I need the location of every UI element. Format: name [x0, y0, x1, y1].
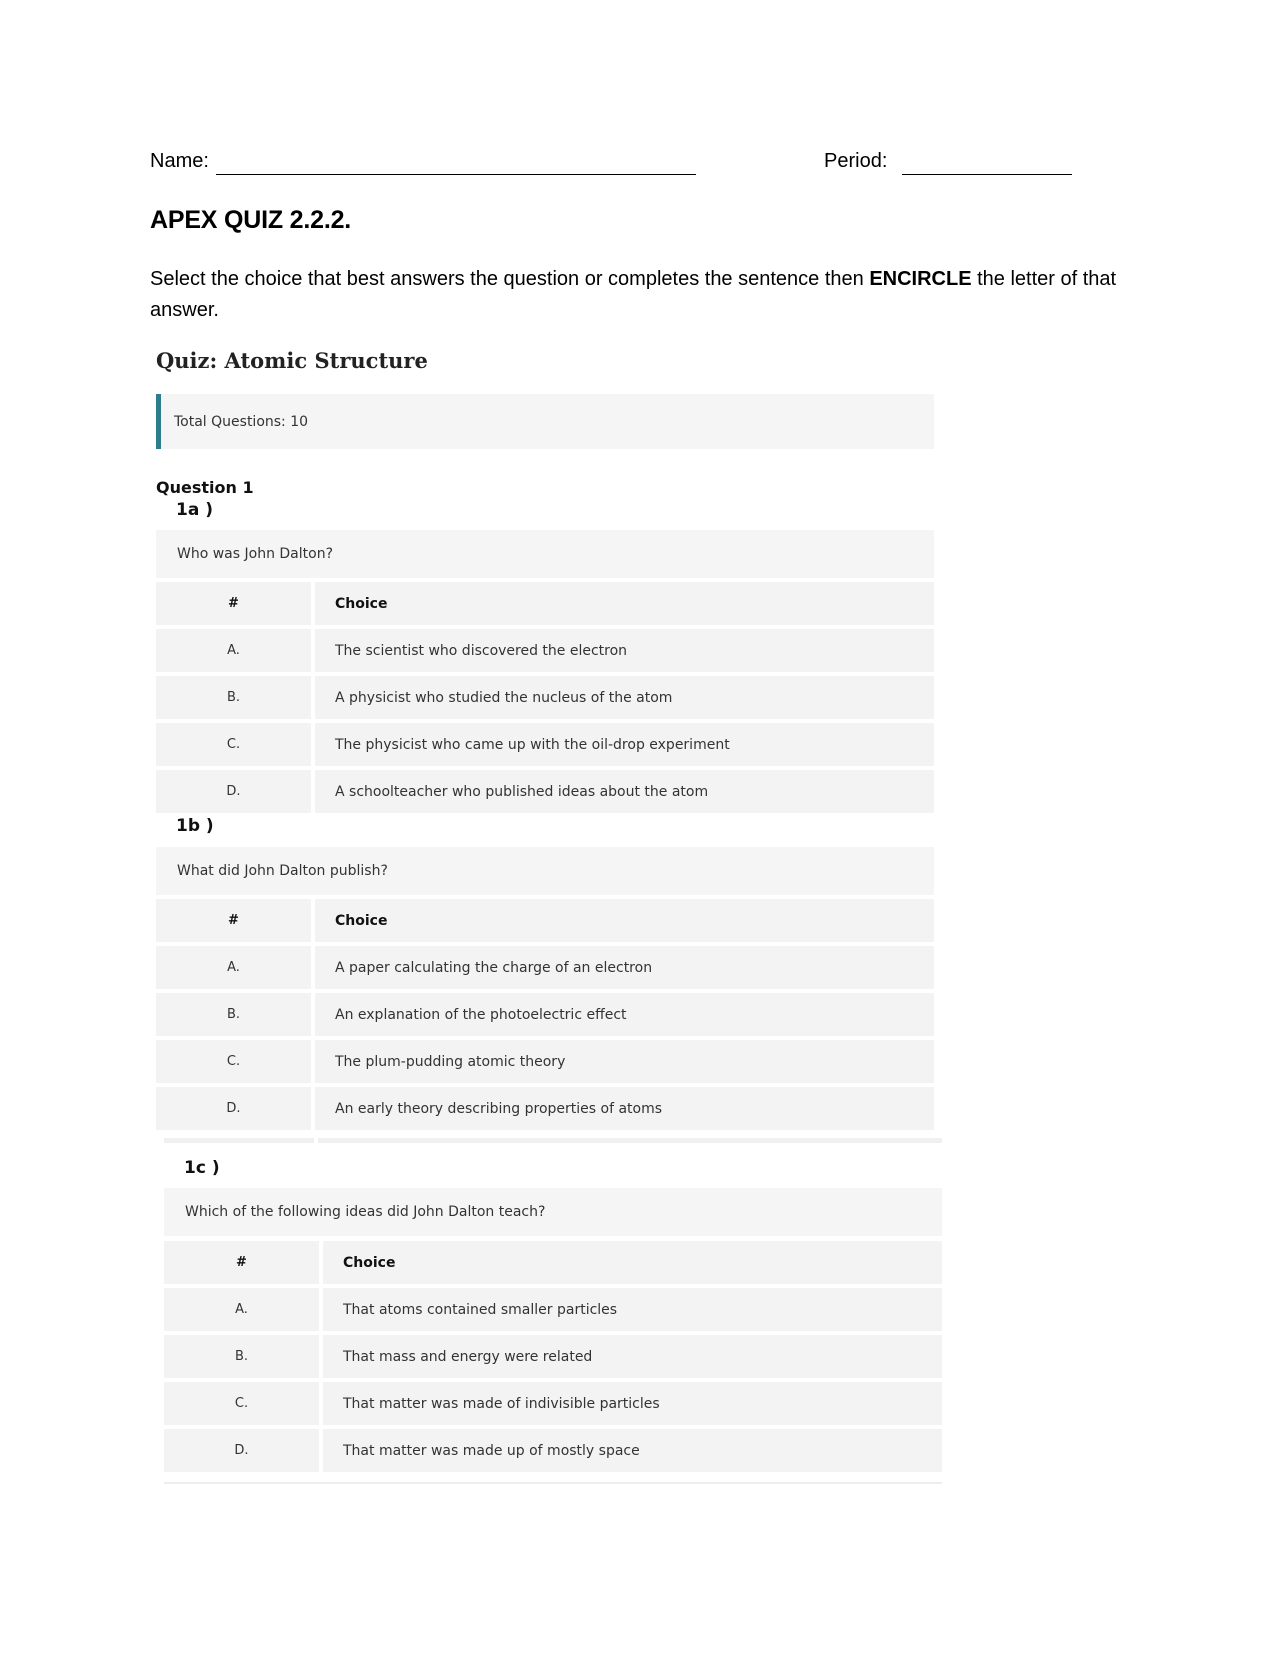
name-period-line [150, 150, 1090, 180]
instructions-before: Select the choice that best answers the question or completes the sentence then [150, 268, 870, 290]
choice-text: The plum-pudding atomic theory [315, 1040, 934, 1083]
total-questions-text: Total Questions: 10 [174, 413, 309, 430]
choice-letter[interactable]: D. [156, 1087, 311, 1130]
choice-text: A paper calculating the charge of an electron [315, 946, 934, 989]
part-label-1c: 1c ) [184, 1158, 220, 1178]
column-header-choice: Choice [315, 899, 934, 942]
total-questions-box [156, 394, 934, 449]
choice-row[interactable] [164, 1382, 942, 1425]
choice-row[interactable] [156, 629, 934, 672]
question-prompt-1c [164, 1188, 942, 1236]
divider-strip-right [318, 1138, 942, 1143]
period-label: Period: [824, 150, 888, 172]
divider-strip-left [164, 1138, 314, 1143]
choice-row[interactable] [156, 770, 934, 813]
table-header-row [156, 899, 934, 942]
choice-text: That mass and energy were related [323, 1335, 942, 1378]
part-label-1b: 1b ) [176, 816, 214, 836]
name-blank-line[interactable] [216, 150, 696, 175]
prompt-text: Which of the following ideas did John Dalton teach? [185, 1204, 546, 1220]
choice-letter[interactable]: A. [156, 946, 311, 989]
choice-row[interactable] [156, 1040, 934, 1083]
choice-row[interactable] [164, 1429, 942, 1472]
choice-text: A physicist who studied the nucleus of the atom [315, 676, 934, 719]
choice-text: The physicist who came up with the oil-drop experiment [315, 723, 934, 766]
instructions-emphasis: ENCIRCLE [869, 268, 972, 290]
choice-table-1a [156, 582, 934, 813]
quiz-title: Quiz: Atomic Structure [156, 348, 428, 373]
column-header-num: # [156, 582, 311, 625]
prompt-text: Who was John Dalton? [177, 546, 334, 562]
choice-row[interactable] [164, 1335, 942, 1378]
part-label-1a: 1a ) [176, 500, 213, 520]
choice-letter[interactable]: B. [164, 1335, 319, 1378]
choice-row[interactable] [156, 676, 934, 719]
choice-row[interactable] [156, 723, 934, 766]
name-label: Name: [150, 150, 209, 172]
prompt-text: What did John Dalton publish? [177, 863, 388, 879]
choice-letter[interactable]: A. [156, 629, 311, 672]
column-header-choice: Choice [323, 1241, 942, 1284]
choice-row[interactable] [156, 946, 934, 989]
column-header-choice: Choice [315, 582, 934, 625]
choice-text: An explanation of the photoelectric effect [315, 993, 934, 1036]
choice-text: That atoms contained smaller particles [323, 1288, 942, 1331]
page-title: APEX QUIZ 2.2.2. [150, 206, 352, 234]
question-heading: Question 1 [156, 478, 254, 497]
question-prompt-1a [156, 530, 934, 578]
choice-text: A schoolteacher who published ideas about the atom [315, 770, 934, 813]
choice-table-1c [164, 1241, 942, 1472]
choice-text: That matter was made up of mostly space [323, 1429, 942, 1472]
column-header-num: # [164, 1241, 319, 1284]
choice-row[interactable] [156, 993, 934, 1036]
choice-text: An early theory describing properties of atoms [315, 1087, 934, 1130]
choice-letter[interactable]: C. [156, 1040, 311, 1083]
instructions-after: the letter of that answer. [150, 268, 1117, 321]
choice-letter[interactable]: C. [156, 723, 311, 766]
table-header-row [164, 1241, 942, 1284]
period-blank-line[interactable] [902, 150, 1072, 175]
choice-text: That matter was made of indivisible particles [323, 1382, 942, 1425]
instructions [150, 264, 1130, 326]
choice-letter[interactable]: C. [164, 1382, 319, 1425]
bottom-rule [164, 1482, 942, 1484]
table-header-row [156, 582, 934, 625]
question-prompt-1b [156, 847, 934, 895]
choice-letter[interactable]: B. [156, 676, 311, 719]
choice-row[interactable] [156, 1087, 934, 1130]
choice-letter[interactable]: A. [164, 1288, 319, 1331]
choice-text: The scientist who discovered the electron [315, 629, 934, 672]
column-header-num: # [156, 899, 311, 942]
choice-letter[interactable]: D. [164, 1429, 319, 1472]
choice-letter[interactable]: D. [156, 770, 311, 813]
choice-table-1b [156, 899, 934, 1130]
choice-row[interactable] [164, 1288, 942, 1331]
choice-letter[interactable]: B. [156, 993, 311, 1036]
